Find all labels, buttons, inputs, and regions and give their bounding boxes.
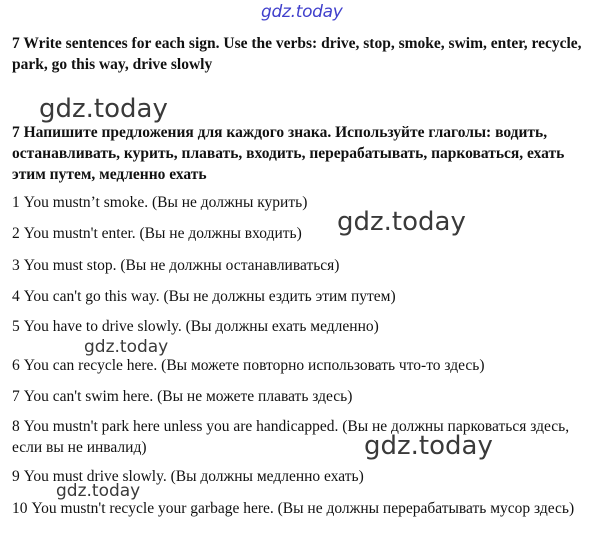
answer-item-2: [12, 223, 597, 244]
answer-text: You mustn't enter. (Вы не должны входить): [23, 225, 302, 242]
answer-number: 2: [12, 225, 20, 242]
answer-number: 10: [12, 500, 28, 517]
answer-text: You mustn't recycle your garbage here. (Вы не должны перерабатывать мусор здесь): [31, 500, 575, 517]
answer-text: You mustn't park here unless you are handicapped. (Вы не должны парковаться здесь, если вы не инвалид): [12, 418, 570, 456]
answer-number: 3: [12, 257, 20, 274]
answer-number: 5: [12, 318, 20, 335]
answer-number: 9: [12, 468, 20, 485]
answer-text: You can recycle here. (Вы можете повторно использовать что-то здесь): [23, 357, 485, 374]
answer-item-8: [12, 416, 597, 458]
watermark: gdz.today: [84, 337, 169, 357]
answer-text: You can't swim here. (Вы не можете плавать здесь): [23, 388, 353, 405]
watermark: gdz.today: [56, 481, 141, 501]
answer-text: You mustn’t smoke. (Вы не должны курить): [23, 194, 308, 211]
answer-number: 4: [12, 288, 20, 305]
watermark: gdz.today: [364, 431, 493, 461]
answer-item-4: [12, 286, 597, 307]
answer-item-5: [12, 316, 597, 337]
answer-text: You must drive slowly. (Вы должны медленно ехать): [23, 468, 364, 485]
answer-item-7: [12, 386, 597, 407]
answer-number: 6: [12, 357, 20, 374]
task-heading-english: 7 Write sentences for each sign. Use the verbs: drive, stop, smoke, swim, enter, recycle, park, go this way, drive slowly: [12, 35, 582, 73]
task-heading-russian: 7 Напишите предложения для каждого знака. Используйте глаголы: водить, останавливать, курить, плавать, входить, перерабатывать, парковаться, ехать этим путем, медленно ехать: [12, 124, 565, 183]
watermark: gdz.today: [337, 207, 466, 237]
answer-item-1: [12, 192, 597, 213]
answer-text: You have to drive slowly. (Вы должны ехать медленно): [23, 318, 379, 335]
answer-number: 1: [12, 194, 20, 211]
answer-item-6: [12, 355, 597, 376]
answer-item-10: [12, 498, 597, 519]
answer-text: You can't go this way. (Вы не должны ездить этим путем): [23, 288, 396, 305]
answer-number: 8: [12, 418, 20, 435]
answer-number: 7: [12, 388, 20, 405]
watermark: gdz.today: [39, 94, 168, 124]
answer-item-3: [12, 255, 597, 276]
answer-text: You must stop. (Вы не должны останавливаться): [23, 257, 340, 274]
watermark-top: gdz.today: [261, 2, 343, 22]
